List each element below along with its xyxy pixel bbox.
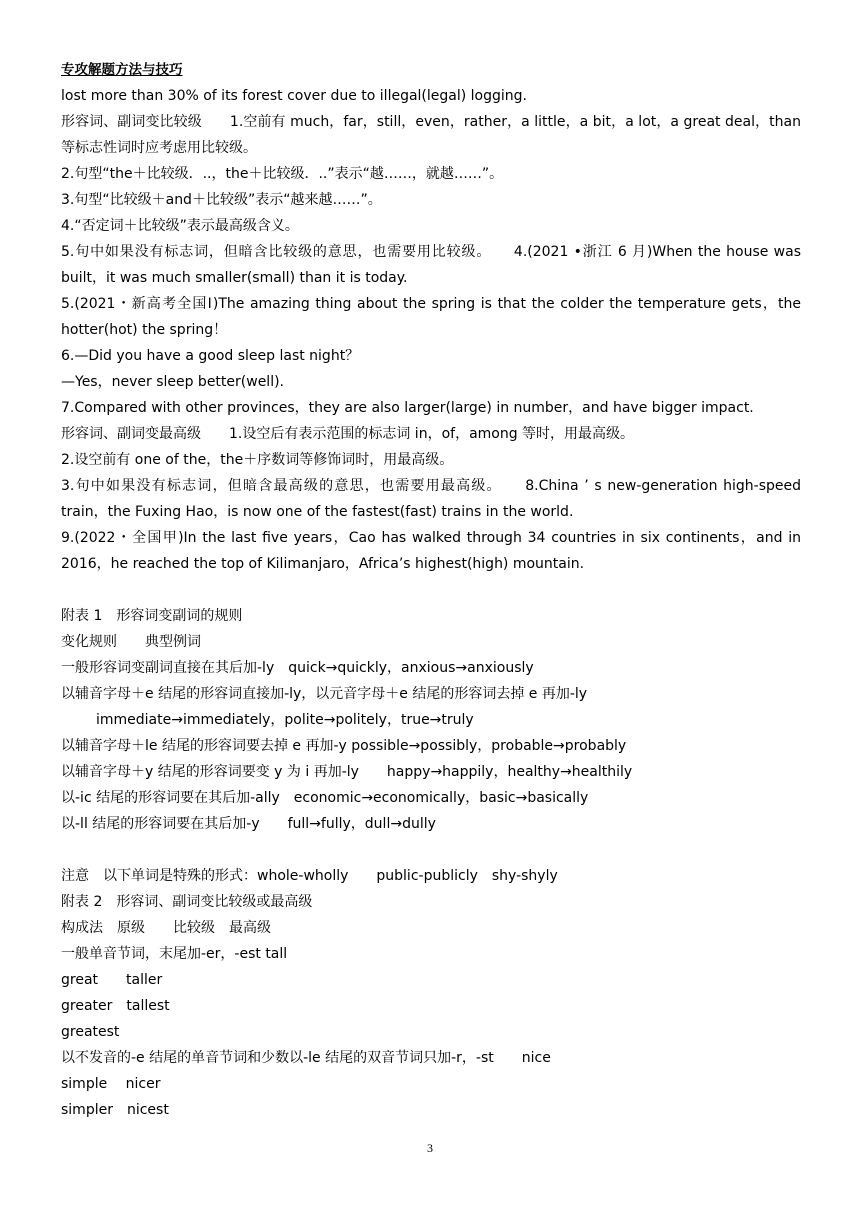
page-number: 3 xyxy=(427,1141,433,1155)
table-title: 附表 1 形容词变副词的规则 xyxy=(61,608,243,624)
table-row: immediate→immediately，polite→politely，true→truly xyxy=(96,712,474,728)
text-line: lost more than 30% of its forest cover due to illegal(legal) logging. xyxy=(61,88,527,104)
text-line: 5.句中如果没有标志词，但暗含比较级的意思，也需要用比较级。 4.(2021 •浙江 6 月)When the house was built，it was much smaller(small) than it is today. xyxy=(61,244,801,286)
table-row: simpler nicest xyxy=(61,1102,169,1118)
table-row: greater tallest xyxy=(61,998,170,1014)
text-line: 5.(2021・新高考全国Ⅰ)The amazing thing about the spring is that the colder the temperature gets，the hotter(hot) the spring！ xyxy=(61,296,801,338)
text-line: 7.Compared with other provinces，they are also larger(large) in number，and have bigger impact. xyxy=(61,400,754,416)
text-line: 形容词、副词变最高级 1.设空后有表示范围的标志词 in，of，among 等时，用最高级。 xyxy=(61,426,635,442)
text-line: —Yes，never sleep better(well). xyxy=(61,374,285,390)
section-heading: 专攻解题方法与技巧 xyxy=(61,62,183,78)
table-row: 以-ll 结尾的形容词要在其后加-y full→fully，dull→dully xyxy=(61,816,436,832)
table-row: 一般形容词变副词直接在其后加-ly quick→quickly，anxious→anxiously xyxy=(61,660,534,676)
table-row: simple nicer xyxy=(61,1076,161,1092)
table-title: 附表 2 形容词、副词变比较级或最高级 xyxy=(61,894,313,910)
table-row: 以不发音的-e 结尾的单音节词和少数以-le 结尾的双音节词只加-r，-st nice xyxy=(61,1050,551,1066)
table-row: 以辅音字母＋e 结尾的形容词直接加-ly，以元音字母＋e 结尾的形容词去掉 e 再加-ly xyxy=(61,686,588,702)
text-line: 形容词、副词变比较级 1.空前有 much，far，still，even，rather，a little，a bit，a lot，a great deal，than 等标志性词时应考虑用比较级。 xyxy=(61,114,801,156)
blank-line xyxy=(61,577,801,603)
text-line: 4.“否定词＋比较级”表示最高级含义。 xyxy=(61,218,299,234)
text-line: 3.句型“比较级＋and＋比较级”表示“越来越……”。 xyxy=(61,192,382,208)
text-line: 2.设空前有 one of the，the＋序数词等修饰词时，用最高级。 xyxy=(61,452,454,468)
table-row: 一般单音节词，末尾加-er，-est tall xyxy=(61,946,288,962)
table-row: greatest xyxy=(61,1024,120,1040)
note-line: 注意 以下单词是特殊的形式：whole-wholly public-publicly shy-shyly xyxy=(61,868,558,884)
table-row: 以辅音字母＋y 结尾的形容词要变 y 为 i 再加-ly happy→happily，healthy→healthily xyxy=(61,764,633,780)
table-row: 以-ic 结尾的形容词要在其后加-ally economic→economically，basic→basically xyxy=(61,790,589,806)
table-row: 以辅音字母＋le 结尾的形容词要去掉 e 再加-y possible→possibly，probable→probably xyxy=(61,738,627,754)
text-line: 2.句型“the＋比较级．..，the＋比较级．..”表示“越……，就越……”。 xyxy=(61,166,504,182)
text-line: 3.句中如果没有标志词，但暗含最高级的意思，也需要用最高级。 8.China ’ s new-generation high-speed train，the Fuxing Hao，is now one of the fastest(fast) trains in the world. xyxy=(61,478,801,520)
blank-line xyxy=(61,837,801,863)
table-header: 构成法 原级 比较级 最高级 xyxy=(61,920,271,936)
text-line: 9.(2022・全国甲)In the last five years，Cao has walked through 34 countries in six continents，and in 2016，he reached the top of Kilimanjaro，Africa’s highest(high) mountain. xyxy=(61,530,801,572)
table-row: great taller xyxy=(61,972,163,988)
table-header: 变化规则 典型例词 xyxy=(61,634,201,650)
document-page xyxy=(61,57,801,1123)
text-line: 6.—Did you have a good sleep last night？ xyxy=(61,348,360,364)
